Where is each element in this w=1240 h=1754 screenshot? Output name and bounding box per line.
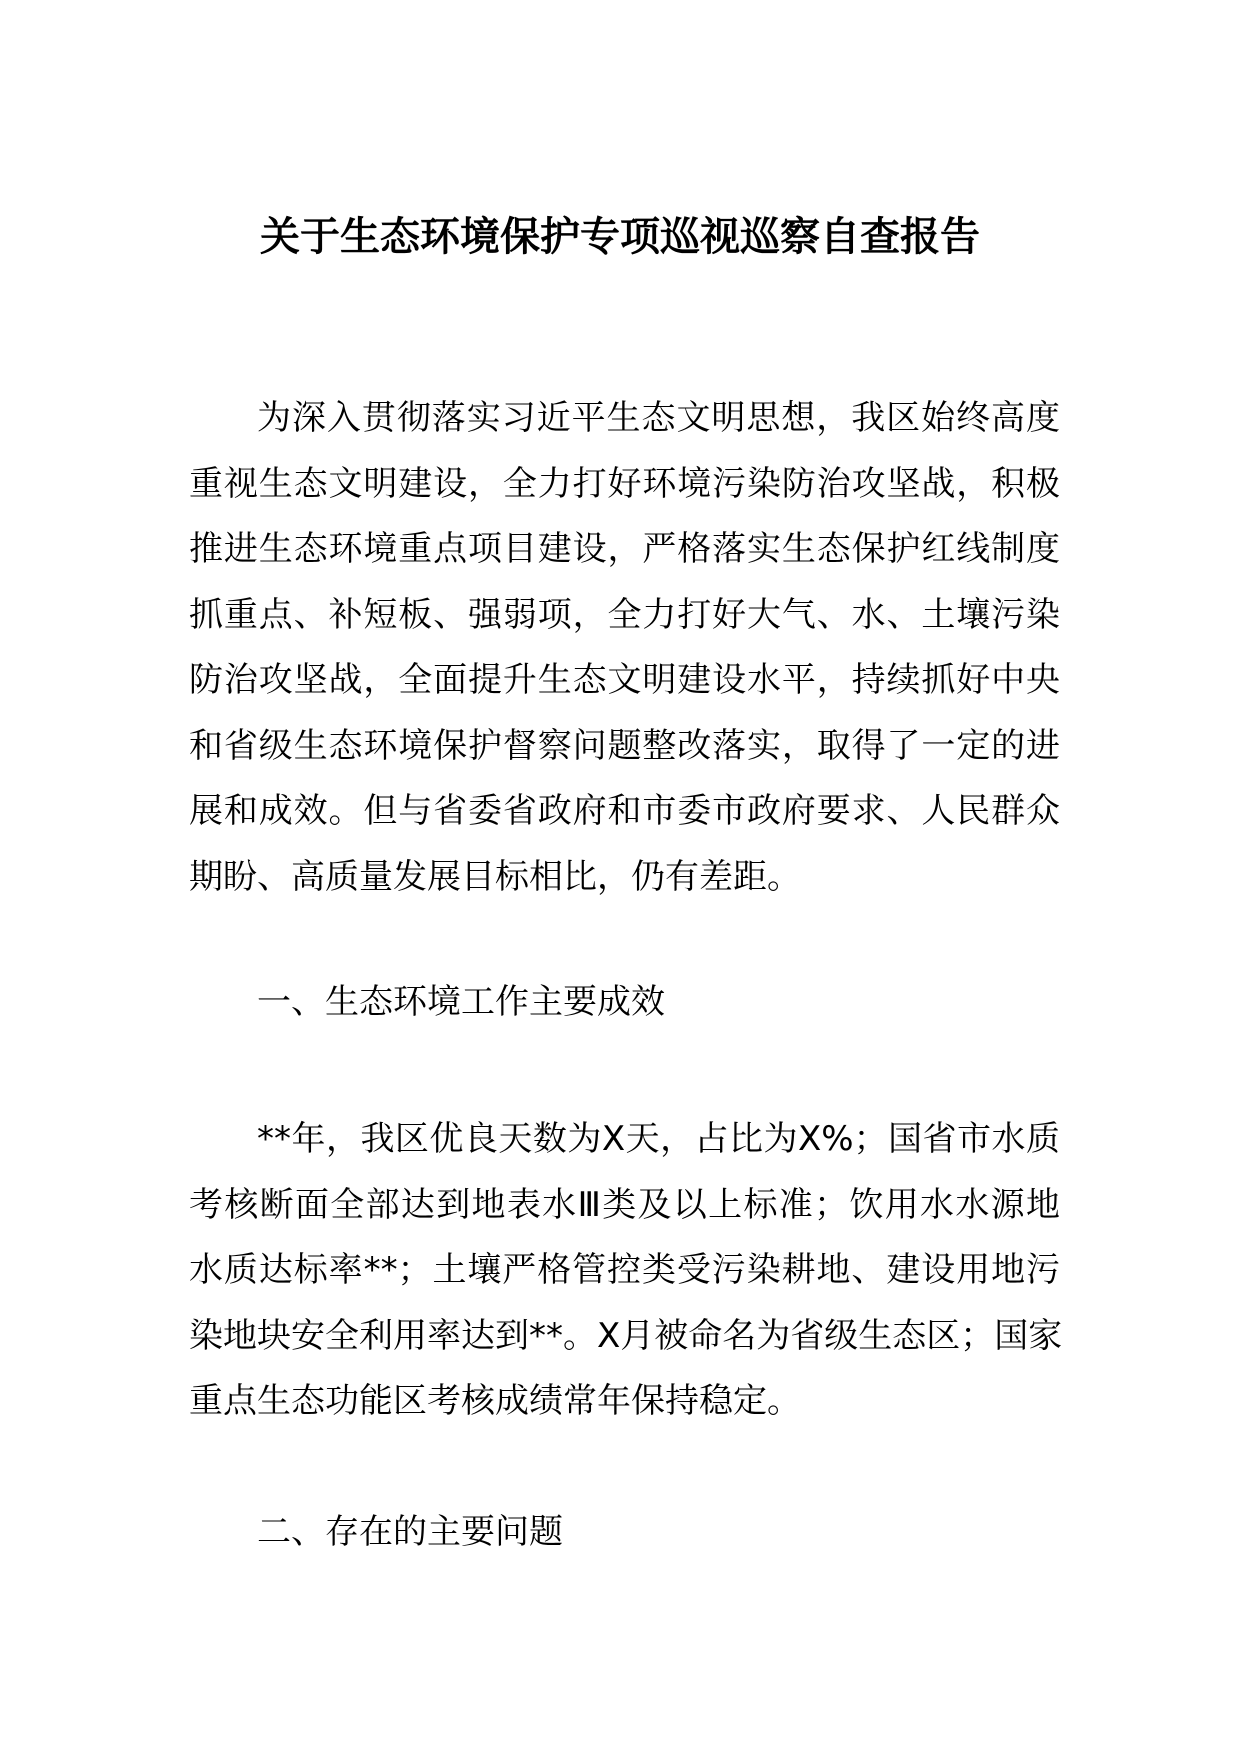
paragraph-line: 为深入贯彻落实习近平生态文明思想，我区始终高度 — [257, 398, 1060, 438]
paragraph-line: 展和成效。但与省委省政府和市委市政府要求、人民群众 — [189, 791, 1060, 831]
paragraph-line: 抓重点、补短板、强弱项，全力打好大气、水、土壤污染 — [189, 594, 1060, 635]
paragraph-line: 期盼、高质量发展目标相比，仍有差距。 — [189, 856, 801, 897]
intro-paragraph — [189, 386, 1060, 910]
paragraph-line: 考核断面全部达到地表水Ⅲ类及以上标准；饮用水水源地 — [189, 1184, 1060, 1225]
paragraph-line: 水质达标率**；土壤严格管控类受污染耕地、建设用地污 — [189, 1250, 1060, 1290]
achievements-paragraph — [189, 1107, 1063, 1435]
section-heading-1: 一、生态环境工作主要成效 — [257, 982, 665, 1022]
paragraph-line: 和省级生态环境保护督察问题整改落实，取得了一定的进 — [189, 725, 1060, 766]
paragraph-line: 防治攻坚战，全面提升生态文明建设水平，持续抓好中央 — [189, 660, 1060, 700]
paragraph-line: 染地块安全利用率达到**。X月被命名为省级生态区；国家 — [189, 1315, 1063, 1356]
paragraph-line: 推进生态环境重点项目建设，严格落实生态保护红线制度 — [189, 529, 1060, 569]
paragraph-line: 重点生态功能区考核成绩常年保持稳定。 — [189, 1381, 801, 1421]
section-heading-2: 二、存在的主要问题 — [257, 1512, 563, 1552]
document-title: 关于生态环境保护专项巡视巡察自查报告 — [260, 214, 980, 260]
paragraph-line: **年，我区优良天数为X天，占比为X%；国省市水质 — [257, 1119, 1060, 1159]
paragraph-line: 重视生态文明建设，全力打好环境污染防治攻坚战，积极 — [189, 463, 1060, 504]
